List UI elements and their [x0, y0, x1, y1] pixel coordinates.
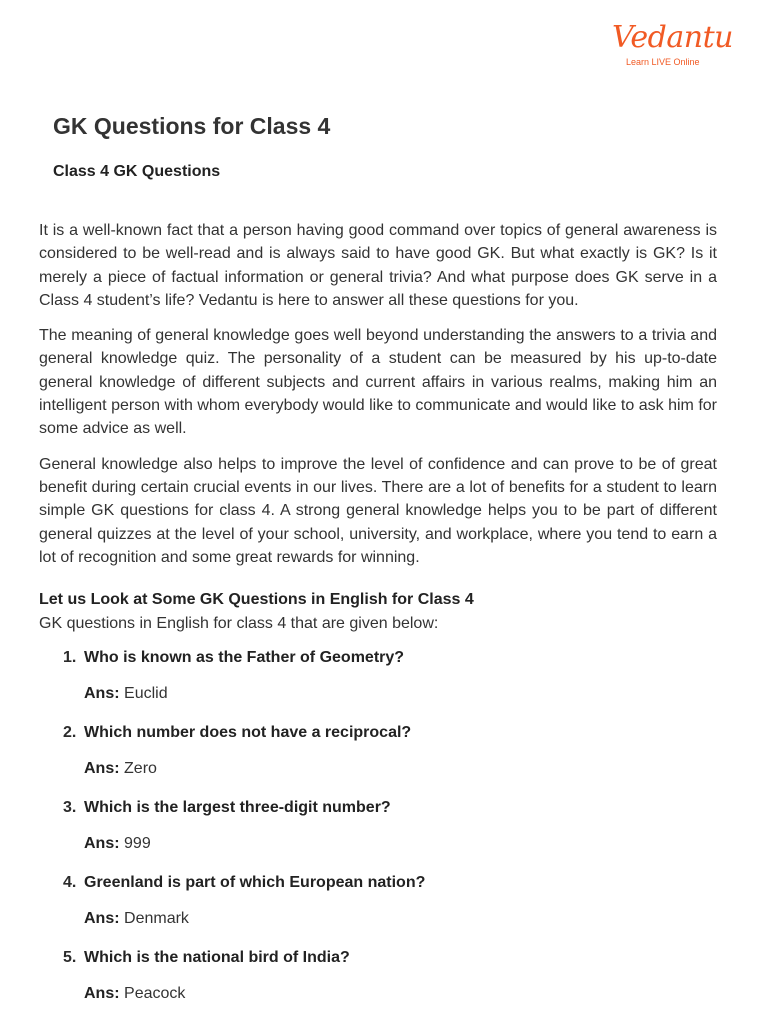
question-item [39, 947, 717, 1022]
answer-label: Ans: [84, 760, 120, 778]
section-intro: GK questions in English for class 4 that are given below: [39, 615, 439, 633]
question-list [39, 647, 717, 1022]
question-number: 4. [63, 874, 77, 892]
question-number: 1. [63, 649, 77, 667]
answer-text: Denmark [124, 910, 189, 928]
answer-label: Ans: [84, 910, 120, 928]
answer-line [84, 833, 717, 855]
answer-text: Peacock [124, 985, 186, 1003]
answer-label: Ans: [84, 685, 120, 703]
question-number: 5. [63, 949, 77, 967]
question-item [39, 797, 717, 872]
page-title: GK Questions for Class 4 [53, 113, 331, 139]
answer-text: 999 [124, 835, 151, 853]
answer-text: Euclid [124, 685, 168, 703]
paragraph-3: General knowledge also helps to improve the level of confidence and can prove to be of great benefit during certain crucial events in our lives. There are a lot of benefits for a student to learn simple GK questions for class 4. A strong general knowledge helps you to be part of different general quizzes at the level of your school, university, and workplace, where you tend to earn a lot of recognition and some great rewards for winning. [39, 455, 717, 566]
question-item [39, 872, 717, 947]
answer-line [84, 758, 717, 780]
answer-line [84, 908, 717, 930]
paragraph-1: It is a well-known fact that a person having good command over topics of general awareness is considered to be well-read and is always said to have good GK. But what exactly is GK? Is it merely a piece of factual information or general trivia? And what purpose does GK serve in a Class 4 student’s life? Vedantu is here to answer all these questions for you. [39, 222, 717, 309]
paragraph-2: The meaning of general knowledge goes well beyond understanding the answers to a trivia and general knowledge quiz. The personality of a student can be measured by his up-to-date general knowledge of different subjects and current affairs in various realms, making him an intelligent person with whom everybody would like to communicate and would like to ask him for some advice as well. [39, 327, 717, 438]
answer-label: Ans: [84, 985, 120, 1003]
answer-line [84, 983, 717, 1005]
answer-line [84, 683, 717, 705]
question-text: Greenland is part of which European nation? [84, 874, 426, 892]
question-item [39, 647, 717, 722]
page-subtitle: Class 4 GK Questions [53, 163, 221, 180]
question-text: Which number does not have a reciprocal? [84, 724, 412, 742]
article-body [39, 219, 717, 1022]
question-number: 2. [63, 724, 77, 742]
logo-wordmark: Vedantu [612, 20, 733, 55]
answer-label: Ans: [84, 835, 120, 853]
logo-tagline: Learn LIVE Online [626, 57, 700, 67]
question-text: Which is the national bird of India? [84, 949, 350, 967]
answer-text: Zero [124, 760, 157, 778]
question-item [39, 722, 717, 797]
question-text: Who is known as the Father of Geometry? [84, 649, 405, 667]
vedantu-logo [612, 20, 733, 72]
question-text: Which is the largest three-digit number? [84, 799, 391, 817]
section-heading: Let us Look at Some GK Questions in English for Class 4 [39, 591, 474, 609]
question-number: 3. [63, 799, 77, 817]
